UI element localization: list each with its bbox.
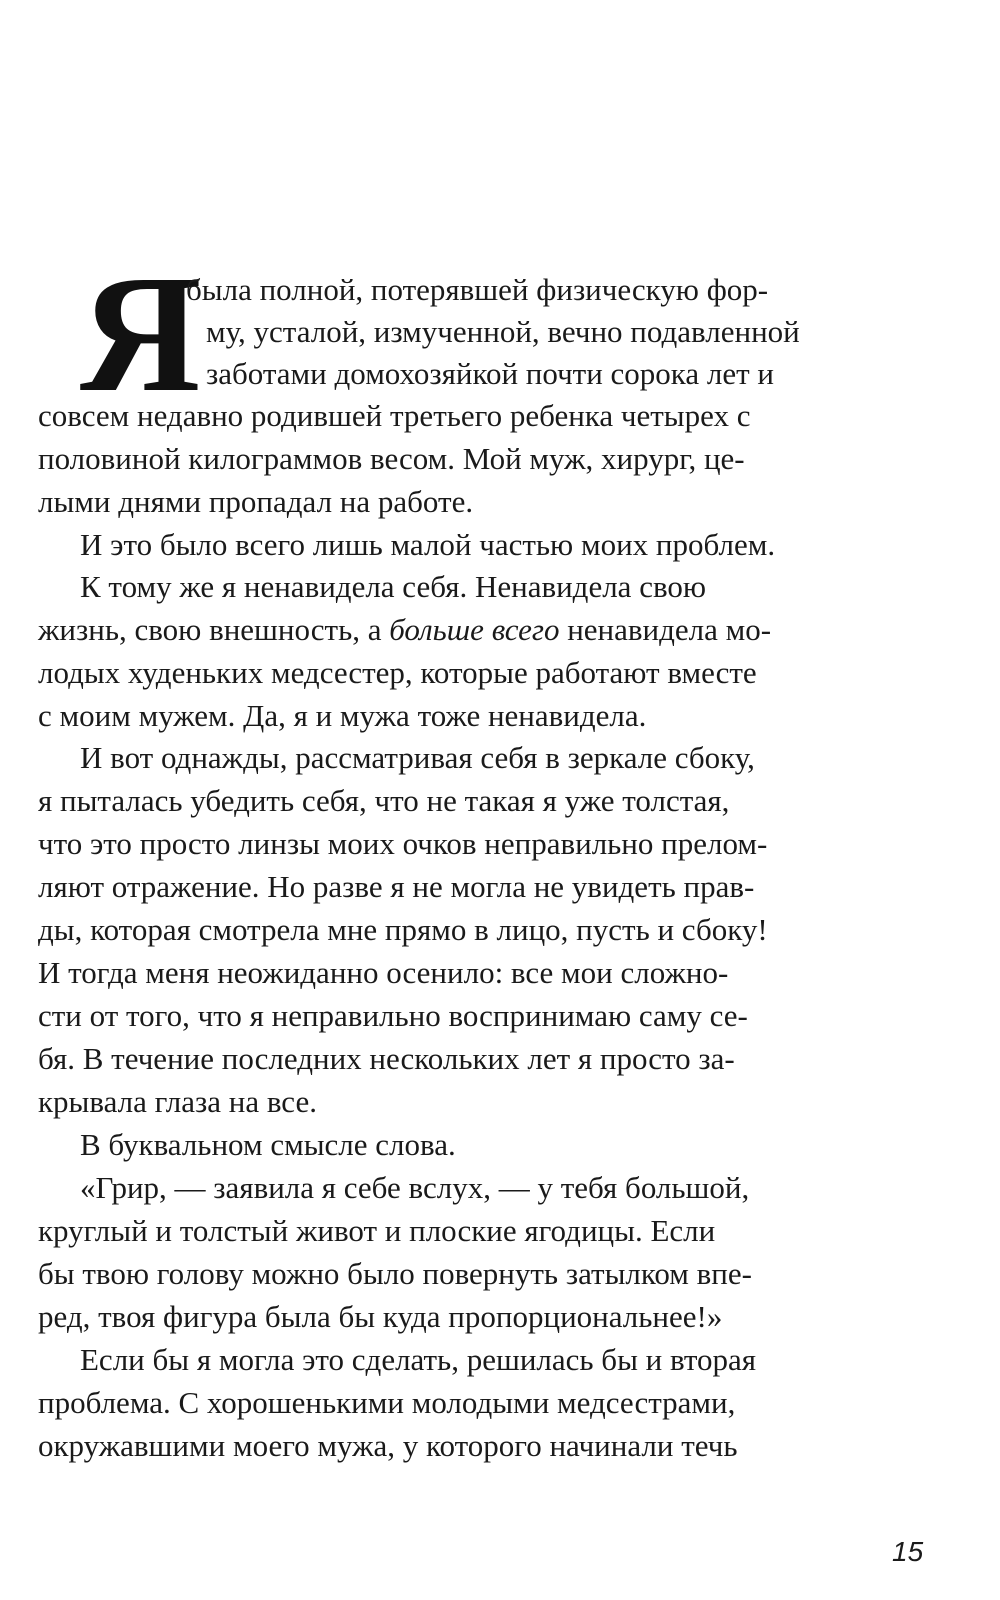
text-line: была полной, потерявшей физическую фор-: [186, 272, 769, 307]
text-line: И вот однажды, рассматривая себя в зеркале сбоку,: [80, 740, 755, 775]
text-line: лодых худеньких медсестер, которые работают вместе: [38, 655, 757, 690]
text-line: Если бы я могла это сделать, решилась бы и вторая: [80, 1342, 757, 1377]
text-line: круглый и толстый живот и плоские ягодицы. Если: [38, 1213, 716, 1248]
drop-cap: Я: [80, 241, 202, 427]
text-line: ред, твоя фигура была бы куда пропорциональнее!»: [38, 1299, 723, 1334]
text-line: совсем недавно родившей третьего ребенка четырех с: [38, 398, 751, 433]
text-line: ляют отражение. Но разве я не могла не увидеть прав-: [38, 869, 755, 904]
text-line: бя. В течение последних нескольких лет я просто за-: [38, 1041, 735, 1076]
text-line: окружавшими моего мужа, у которого начинали течь: [38, 1428, 738, 1463]
text-line: му, усталой, измученной, вечно подавленной: [206, 314, 800, 349]
text-line: я пыталась убедить себя, что не такая я уже толстая,: [38, 783, 730, 818]
text-line: В буквальном смысле слова.: [80, 1127, 456, 1162]
text-line: что это просто линзы моих очков неправильно прелом-: [38, 826, 768, 861]
text-line: лыми днями пропадал на работе.: [38, 484, 474, 519]
text-line: проблема. С хорошенькими молодыми медсестрами,: [38, 1385, 736, 1420]
text-line: заботами домохозяйкой почти сорока лет и: [206, 356, 775, 391]
text-line: И это было всего лишь малой частью моих проблем.: [80, 527, 776, 562]
line-part: ненавидела мо-: [567, 612, 772, 647]
text-line: крывала глаза на все.: [38, 1084, 317, 1119]
line-part: жизнь, свою внешность, а: [38, 612, 382, 647]
text-line: [38, 612, 771, 648]
text-line: с моим мужем. Да, я и мужа тоже ненавидела.: [38, 698, 647, 733]
page-number: 15: [892, 1536, 924, 1567]
text-line: «Грир, — заявила я себе вслух, — у тебя большой,: [80, 1170, 750, 1205]
emphasis-text: больше всего: [389, 612, 560, 647]
text-line: половиной килограммов весом. Мой муж, хирург, це-: [38, 441, 745, 476]
text-line: бы твою голову можно было повернуть затылком впе-: [38, 1256, 752, 1291]
text-line: К тому же я ненавидела себя. Ненавидела свою: [80, 569, 707, 604]
text-line: И тогда меня неожиданно осенило: все мои сложно-: [38, 955, 729, 990]
text-line: сти от того, что я неправильно воспринимаю саму се-: [38, 998, 748, 1033]
text-line: ды, которая смотрела мне прямо в лицо, пусть и сбоку!: [38, 912, 768, 947]
